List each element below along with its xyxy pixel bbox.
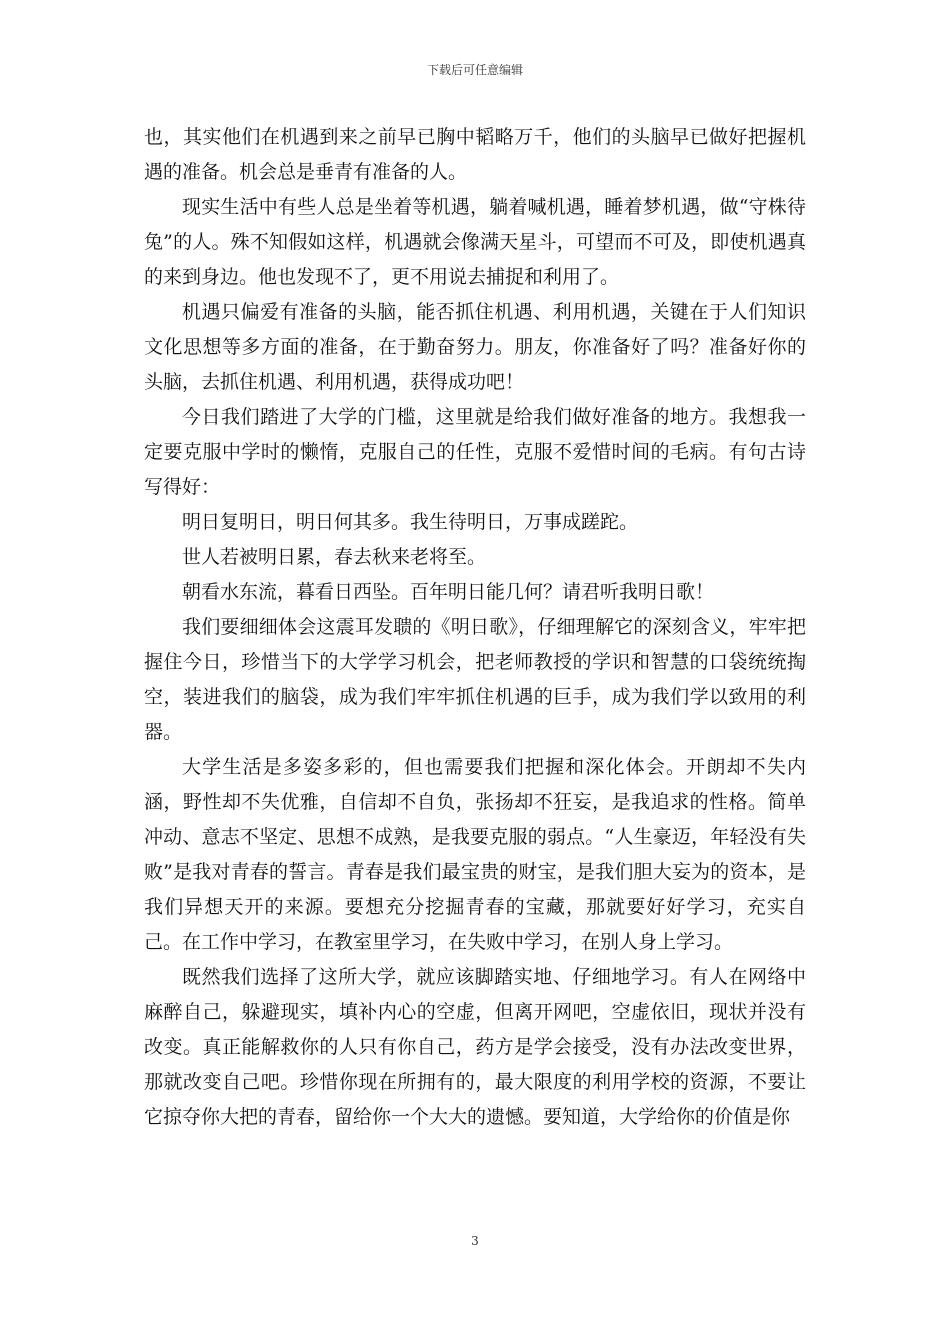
document-body <box>144 120 806 1135</box>
page-header: 下载后可任意编辑 <box>426 63 523 77</box>
poem-line: 朝看水东流，暮看日西坠。百年明日能几何？请君听我明日歌！ <box>182 581 715 603</box>
paragraph: 机遇只偏爱有准备的头脑，能否抓住机遇、利用机遇，关键在于人们知识文化思想等多方面的准备，在于勤奋努力。朋友，你准备好了吗？准备好你的头脑，去抓住机遇、利用机遇，获得成功吧！ <box>144 301 806 393</box>
poem-line: 明日复明日，明日何其多。我生待明日，万事成蹉跎。 <box>182 511 639 533</box>
poem-line: 世人若被明日累，春去秋来老将至。 <box>182 546 487 568</box>
paragraph: 既然我们选择了这所大学，就应该脚踏实地、仔细地学习。有人在网络中麻醉自己，躲避现实，填补内心的空虚，但离开网吧，空虚依旧，现状并没有改变。真正能解救你的人只有你自己，药方是学会接受，没有办法改变世界，那就改变自己吧。珍惜你现在所拥有的，最大限度的利用学校的资源，不要让它掠夺你大把的青春，留给你一个大大的遗憾。要知道，大学给你的价值是你 <box>144 966 806 1128</box>
page-number: 3 <box>471 1234 479 1248</box>
paragraph: 今日我们踏进了大学的门槛，这里就是给我们做好准备的地方。我想我一定要克服中学时的懒惰，克服自己的任性，克服不爱惜时间的毛病。有句古诗写得好： <box>144 406 806 498</box>
paragraph: 也，其实他们在机遇到来之前早已胸中韬略万千，他们的头脑早已做好把握机遇的准备。机会总是垂青有准备的人。 <box>144 126 806 183</box>
paragraph: 我们要细细体会这震耳发聩的《明日歌》，仔细理解它的深刻含义，牢牢把握住今日，珍惜当下的大学学习机会，把老师教授的学识和智慧的口袋统统掏空，装进我们的脑袋，成为我们牢牢抓住机遇的巨手，成为我们学以致用的利器。 <box>144 616 806 743</box>
paragraph: 现实生活中有些人总是坐着等机遇，躺着喊机遇，睡着梦机遇，做“守株待兔”的人。殊不知假如这样，机遇就会像满天星斗，可望而不可及，即使机遇真的来到身边。他也发现不了，更不用说去捕捉和利用了。 <box>144 196 806 288</box>
paragraph: 大学生活是多姿多彩的，但也需要我们把握和深化体会。开朗却不失内涵，野性却不失优雅，自信却不自负，张扬却不狂妄，是我追求的性格。简单冲动、意志不坚定、思想不成熟，是我要克服的弱点。“人生豪迈，年轻没有失败”是我对青春的誓言。青春是我们最宝贵的财宝，是我们胆大妄为的资本，是我们异想天开的来源。要想充分挖掘青春的宝藏，那就要好好学习，充实自己。在工作中学习，在教室里学习，在失败中学习，在别人身上学习。 <box>144 756 806 953</box>
